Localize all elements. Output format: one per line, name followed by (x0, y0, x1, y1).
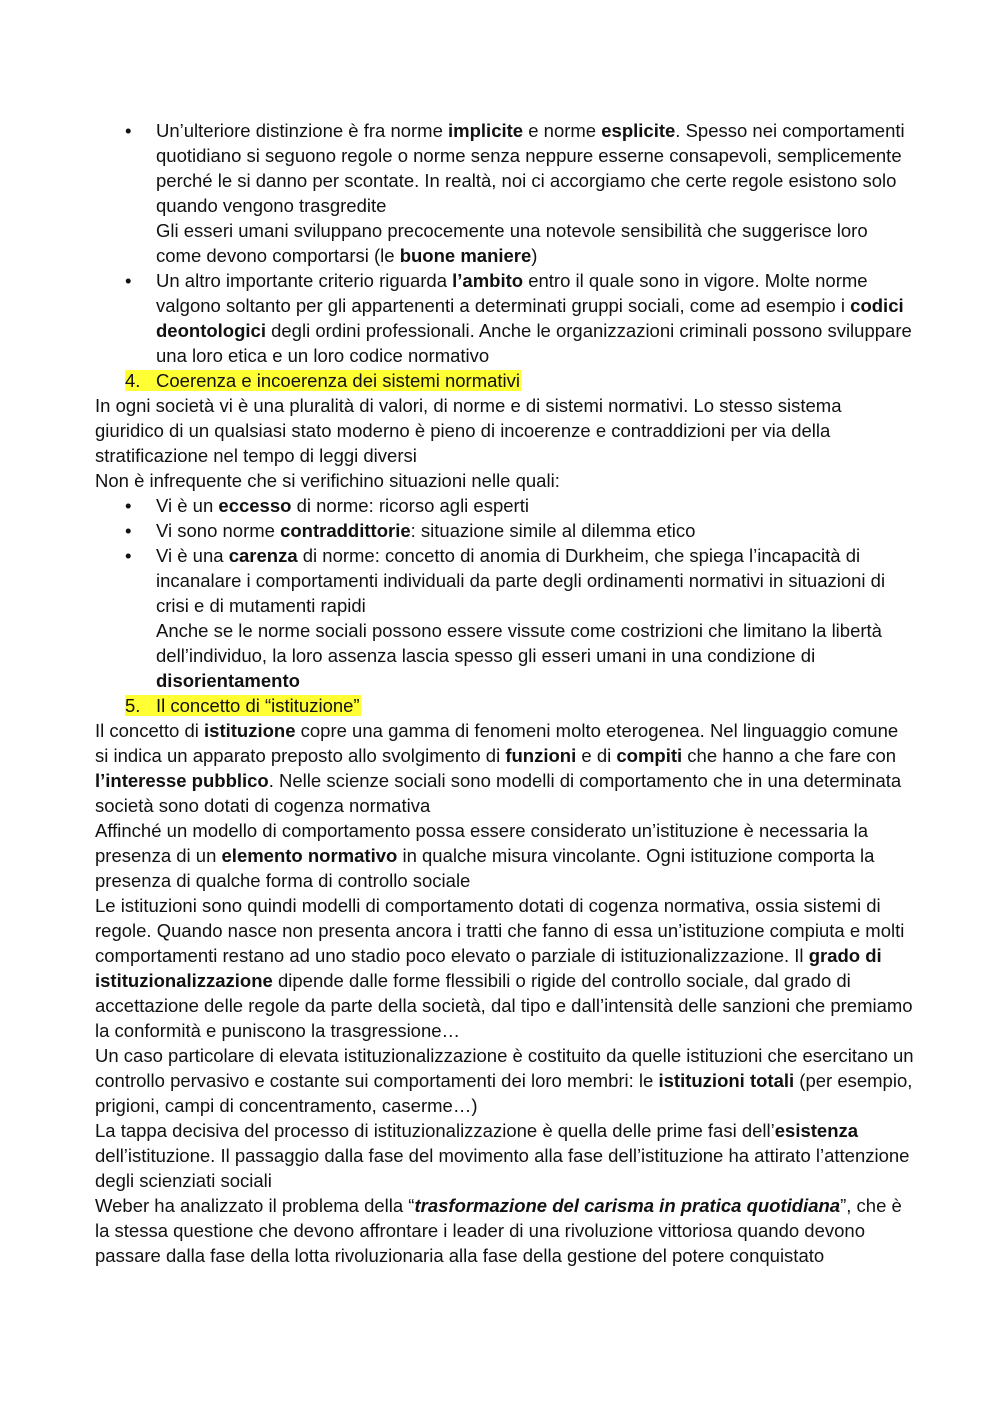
list-item: • Un’ulteriore distinzione è fra norme implicite e norme esplicite. Spesso nei comportamenti quotidiano si seguono regole o norme senza neppure esserne consapevoli, semplicemente perché le si danno per scontate. In realtà, noi ci accorgiamo che certe regole esistono solo quando vengono trasgredite Gli esseri umani sviluppano precocemente una notevole sensibilità che suggerisce loro come devono comportarsi (le buone maniere) (125, 120, 905, 266)
list-item: • Vi è un eccesso di norme: ricorso agli esperti (125, 495, 529, 516)
list-item: • Vi è una carenza di norme: concetto di anomia di Durkheim, che spiega l’incapacità di incanalare i comportamenti individuali da parte degli ordinamenti normativi in situazioni di crisi e di mutamenti rapidi Anche se le norme sociali possono essere vissute come costrizioni che limitano la libertà dell’individuo, la loro assenza lascia spesso gli esseri umani in una condizione di disorientamento (125, 545, 886, 691)
bullet-icon: • (125, 270, 132, 291)
bullet-icon: • (125, 520, 132, 541)
section-heading-4 (95, 368, 915, 393)
paragraph: Weber ha analizzato il problema della “trasformazione del carisma in pratica quotidiana”, che è la stessa questione che devono affrontare i leader di una rivoluzione vittoriosa quando devono passare dalla fase della lotta rivoluzionaria alla fase della gestione del potere conquistato (95, 1195, 902, 1266)
section-number: 5. (125, 695, 141, 716)
list-item: • Un altro importante criterio riguarda l’ambito entro il quale sono in vigore. Molte norme valgono soltanto per gli appartenenti a determinati gruppi sociali, come ad esempio i codici deontologici degli ordini professionali. Anche le organizzazioni criminali possono sviluppare una loro etica e un loro codice normativo (125, 270, 912, 366)
paragraph: Le istituzioni sono quindi modelli di comportamento dotati di cogenza normativa, ossia sistemi di regole. Quando nasce non presenta ancora i tratti che fanno di essa un’istituzione compiuta e molti comportamenti restano ad uno stadio poco elevato o parziale di istituzionalizzazione. Il grado di istituzionalizzazione dipende dalle forme flessibili o rigide del controllo sociale, dal grado di accettazione delle regole da parte della società, dal tipo e dall’intensità delle sanzioni che premiamo la conformità e puniscono la trasgressione… (95, 895, 913, 1041)
list-item: • Vi sono norme contraddittorie: situazione simile al dilemma etico (125, 520, 696, 541)
section-title: Coerenza e incoerenza dei sistemi normativi (156, 370, 521, 391)
bullet-icon: • (125, 495, 132, 516)
paragraph: Non è infrequente che si verifichino situazioni nelle quali: (95, 470, 560, 491)
paragraph: Affinché un modello di comportamento possa essere considerato un’istituzione è necessaria la presenza di un elemento normativo in qualche misura vincolante. Ogni istituzione comporta la presenza di qualche forma di controllo sociale (95, 820, 875, 891)
bullet-list-situations (95, 493, 915, 693)
paragraph: In ogni società vi è una pluralità di valori, di norme e di sistemi normativi. Lo stesso sistema giuridico di un qualsiasi stato moderno è pieno di incoerenze e contraddizioni per via della stratificazione nel tempo di leggi diversi (95, 395, 842, 466)
paragraph: La tappa decisiva del processo di istituzionalizzazione è quella delle prime fasi dell’esistenza dell’istituzione. Il passaggio dalla fase del movimento alla fase dell’istituzione ha attirato l’attenzione degli scienziati sociali (95, 1120, 910, 1191)
section-number: 4. (125, 370, 141, 391)
paragraph: Il concetto di istituzione copre una gamma di fenomeni molto eterogenea. Nel linguaggio comune si indica un apparato preposto allo svolgimento di funzioni e di compiti che hanno a che fare con l’interesse pubblico. Nelle scienze sociali sono modelli di comportamento che in una determinata società sono dotati di cogenza normativa (95, 720, 902, 816)
section-heading-5 (95, 693, 915, 718)
bullet-icon: • (125, 120, 132, 141)
document-body (95, 118, 915, 1268)
bullet-list-norm-types (95, 118, 915, 368)
section-title: Il concetto di “istituzione” (156, 695, 360, 716)
bullet-icon: • (125, 545, 132, 566)
paragraph: Un caso particolare di elevata istituzionalizzazione è costituito da quelle istituzioni che esercitano un controllo pervasivo e costante sui comportamenti dei loro membri: le istituzioni totali (per esempio, prigioni, campi di concentramento, caserme…) (95, 1045, 914, 1116)
